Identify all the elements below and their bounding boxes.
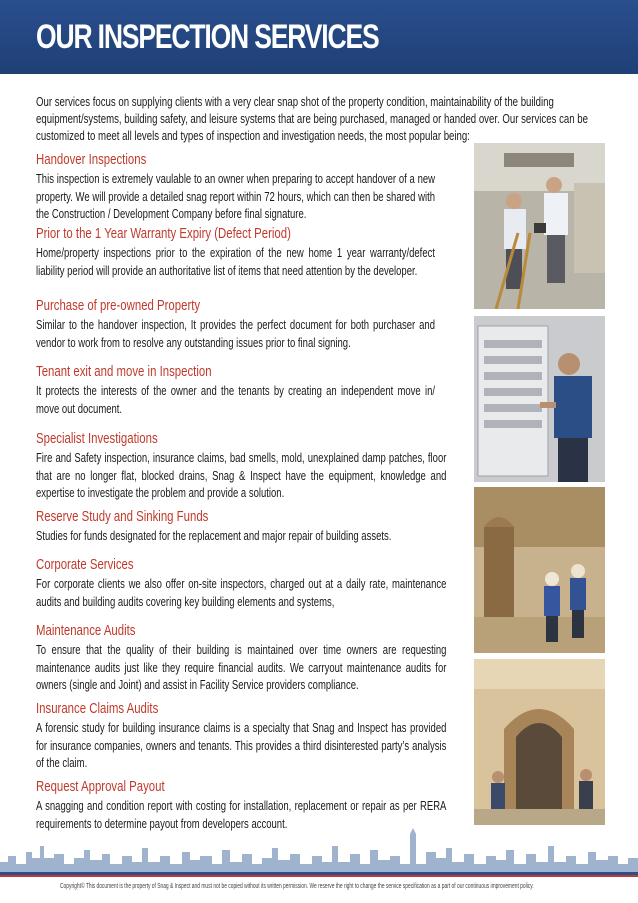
service-maintenance bbox=[36, 622, 446, 695]
photo-villa-entrance bbox=[474, 659, 605, 825]
intro-paragraph: Our services focus on supplying clients with a very clear snap shot of the property condition, maintainability of the building equipment/systems, building safety, and leisure systems that are being purchased, managed or handed over. Our services can be customized to meet all levels and types of inspection and investigation needs, the most popular being: bbox=[36, 95, 588, 143]
service-desc: Home/property inspections prior to the expiration of the new home 1 year warranty/defect liability period will provide an authoritative list of items that need attention by the developer. bbox=[36, 246, 435, 278]
service-warranty bbox=[36, 225, 435, 280]
service-title: Specialist Investigations bbox=[36, 430, 158, 447]
service-desc: Studies for funds designated for the replacement and major repair of building assets. bbox=[36, 529, 392, 543]
service-handover bbox=[36, 151, 435, 224]
service-payout bbox=[36, 778, 446, 833]
service-desc: A snagging and condition report with costing for installation, replacement or repair as per RERA requirements to determine payout from developers account. bbox=[36, 799, 447, 831]
service-desc: Fire and Safety inspection, insurance claims, bad smells, mold, unexplained damp patches, floor that are no longer flat, blocked drains, Snag & Inspect have the equipment, knowledge and expertise to investigate the problem and provide a solution. bbox=[36, 451, 447, 500]
service-title: Maintenance Audits bbox=[36, 622, 136, 639]
service-desc: Similar to the handover inspection, It provides the perfect document for both purchaser and vendor to work from to resolve any outstanding issues prior to final signing. bbox=[36, 318, 435, 350]
copyright-text: Copyright© This document is the property of Snag & Inspect and must not be copied without its written permission. We reserve the right to change the service specification as a part of our continuous improvement policy. bbox=[60, 883, 534, 890]
header-band bbox=[0, 0, 638, 74]
photo-ceiling-inspection bbox=[474, 143, 605, 309]
city-skyline-graphic bbox=[0, 828, 638, 874]
service-desc: It protects the interests of the owner and the tenants by creating an independent move in/ move out document. bbox=[36, 384, 435, 416]
service-tenant bbox=[36, 363, 435, 418]
service-title: Purchase of pre-owned Property bbox=[36, 297, 201, 314]
page-title: OUR INSPECTION SERVICES bbox=[36, 18, 379, 56]
photo-electrical-panel bbox=[474, 316, 605, 482]
service-desc: To ensure that the quality of their building is maintained over time owners are requesting maintenance audits just like they require financial audits. We carryout maintenance audits for owners (single and Joint) and assist in Facility Service providers compliance. bbox=[36, 643, 447, 692]
service-title: Reserve Study and Sinking Funds bbox=[36, 508, 209, 525]
service-desc: For corporate clients we also offer on-site inspectors, charged out at a daily rate, maintenance audits and building audits covering key building elements and systems, bbox=[36, 577, 447, 609]
service-title: Prior to the 1 Year Warranty Expiry (Defect Period) bbox=[36, 225, 291, 242]
footer bbox=[0, 872, 638, 903]
service-insurance bbox=[36, 700, 446, 773]
service-desc: This inspection is extremely vaulable to an owner when preparing to accept handover of a new property. We will provide a detailed snag report within 72 hours, which can then be shared with the Construction / Development Company before final signature. bbox=[36, 172, 435, 221]
service-reserve-study bbox=[36, 508, 446, 546]
service-desc: A forensic study for building insurance claims is a specialty that Snag and Inspect has provided for insurance companies, owners and tenants. This provides a third disinterested party’s analysis of the claim. bbox=[36, 721, 447, 770]
service-title: Handover Inspections bbox=[36, 151, 147, 168]
footer-stripe bbox=[0, 875, 638, 877]
service-title: Tenant exit and move in Inspection bbox=[36, 363, 212, 380]
service-title: Request Approval Payout bbox=[36, 778, 165, 795]
photo-site-inspection bbox=[474, 487, 605, 653]
service-specialist bbox=[36, 430, 446, 503]
service-pre-owned bbox=[36, 297, 435, 352]
service-corporate bbox=[36, 556, 446, 611]
service-title: Insurance Claims Audits bbox=[36, 700, 159, 717]
service-title: Corporate Services bbox=[36, 556, 134, 573]
